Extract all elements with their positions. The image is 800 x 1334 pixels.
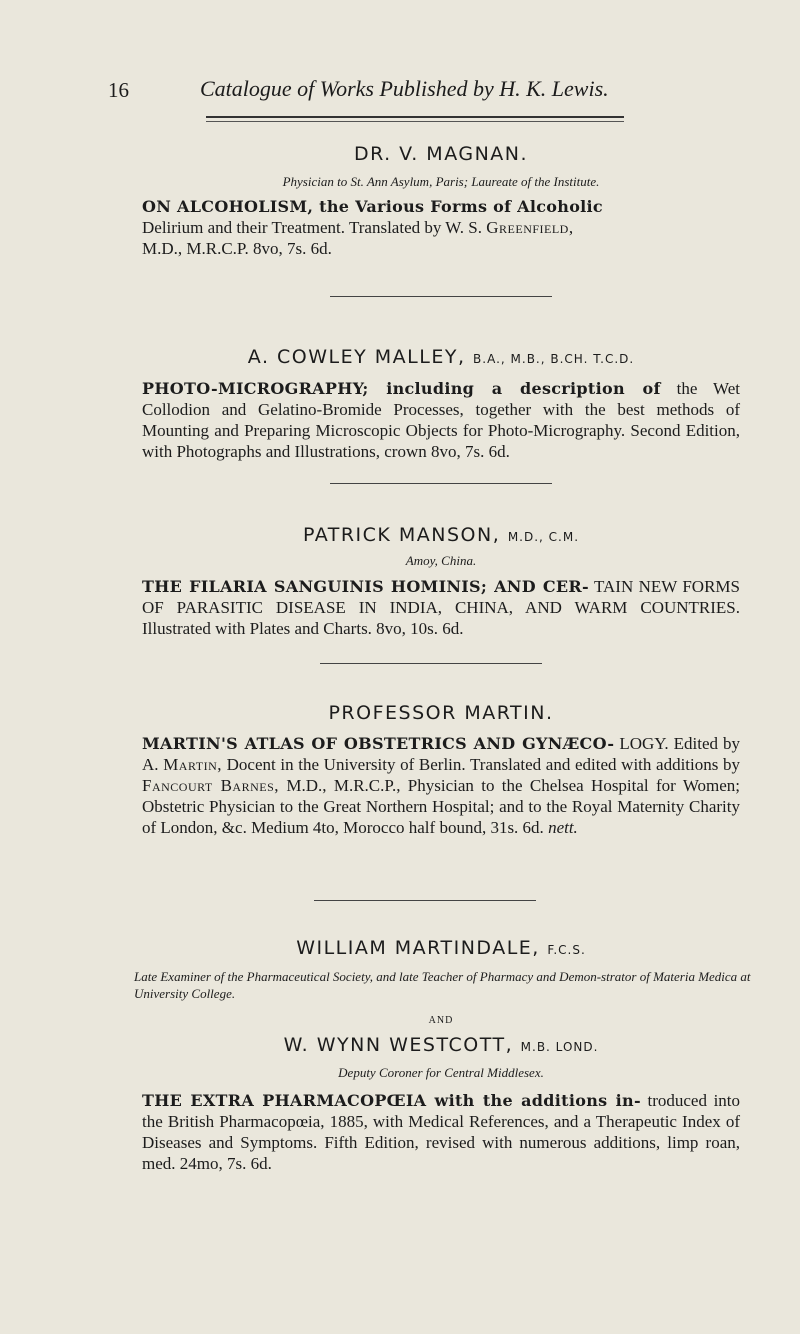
author-affiliation: Late Examiner of the Pharmaceutical Society, and late Teacher of Pharmacy and Demon-strator of Materia Medica at University College. <box>134 969 751 1001</box>
author-degrees: B.A., M.B., B.CH. T.C.D. <box>473 352 635 366</box>
author-name: A. COWLEY MALLEY, B.A., M.B., B.CH. T.C.D. <box>247 346 635 368</box>
author-affiliation: Physician to St. Ann Asylum, Paris; Laureate of the Institute. <box>282 174 600 189</box>
editor-name: Martin, <box>163 755 222 774</box>
author-degrees: M.D., C.M. <box>507 530 580 544</box>
divider <box>320 663 542 664</box>
author-affiliation-2: Deputy Coroner for Central Middlesex. <box>338 1065 544 1080</box>
entry-description: MARTIN'S ATLAS OF OBSTETRICS AND GYNÆCO- LOGY. Edited by A. Martin, Docent in the University of Berlin. Translated and edited with additions by Fancourt Barnes, M.D., M.R.C.P., Physician to the Chelsea Hospital for Women; Obstetric Physician to the Great Northern Hospital; and to the Royal Maternity Charity of London, &c. Medium 4to, Morocco half bound, 31s. 6d. nett. <box>142 734 741 837</box>
divider <box>330 483 552 484</box>
divider <box>330 296 552 297</box>
author-name-2: W. WYNN WESTCOTT, M.B. LOND. <box>283 1034 599 1056</box>
entry-description: THE FILARIA SANGUINIS HOMINIS; AND CER- TAIN NEW FORMS OF PARASITIC DISEASE IN INDIA, CHINA, AND WARM COUNTRIES. Illustrated with Plates and Charts. 8vo, 10s. 6d. <box>142 577 740 638</box>
entry-description: THE EXTRA PHARMACOPŒIA with the additions in- troduced into the British Pharmacopœia, 1885, with Medical References, and a Therapeutic Index of Diseases and Symptoms. Fifth Edition, revised with numerous additions, limp roan, med. 24mo, 7s. 6d. <box>142 1091 741 1173</box>
entry-description: ON ALCOHOLISM, the Various Forms of Alcoholic Delirium and their Treatment. Translated by W. S. Greenfield, M.D., M.R.C.P. 8vo, 7s. 6d. <box>142 197 603 258</box>
entry-title: MARTIN'S ATLAS OF OBSTETRICS AND GYNÆCO- <box>142 734 615 753</box>
author-degrees: M.B. LOND. <box>520 1040 599 1054</box>
page-header <box>108 72 728 112</box>
author-name: DR. V. MAGNAN. <box>353 143 529 165</box>
author-name: PATRICK MANSON, M.D., C.M. <box>302 524 580 546</box>
entry-description: PHOTO-MICROGRAPHY; including a description of the Wet Collodion and Gelatino-Bromide Processes, together with the best methods of Mounting and Preparing Microscopic Objects for Photo-Micrography. Second Edition, with Photographs and Illustrations, crown 8vo, 7s. 6d. <box>142 379 741 461</box>
author-name: WILLIAM MARTINDALE, F.C.S. <box>296 937 586 959</box>
header-rule-thin <box>206 121 624 122</box>
price-note: nett. <box>548 818 578 837</box>
author-affiliation: Amoy, China. <box>405 553 477 568</box>
divider <box>314 900 536 901</box>
page-number: 16 <box>108 78 129 102</box>
conjunction: AND <box>428 1015 454 1026</box>
header-rule <box>206 116 624 118</box>
author-name: PROFESSOR MARTIN. <box>328 702 554 724</box>
translator-name: Fancourt Barnes, <box>142 776 280 795</box>
translator-name: Greenfield, <box>486 218 574 237</box>
entry-title: THE FILARIA SANGUINIS HOMINIS; AND CER- <box>142 577 589 596</box>
author-degrees: F.C.S. <box>547 943 586 957</box>
entry-title: ON ALCOHOLISM, the Various Forms of Alcoholic <box>142 197 603 216</box>
entry-title: THE EXTRA PHARMACOPŒIA with the additions in- <box>142 1091 641 1110</box>
entry-title: PHOTO-MICROGRAPHY; including a description of <box>142 379 661 398</box>
running-title: Catalogue of Works Published by H. K. Lewis. <box>200 76 609 101</box>
